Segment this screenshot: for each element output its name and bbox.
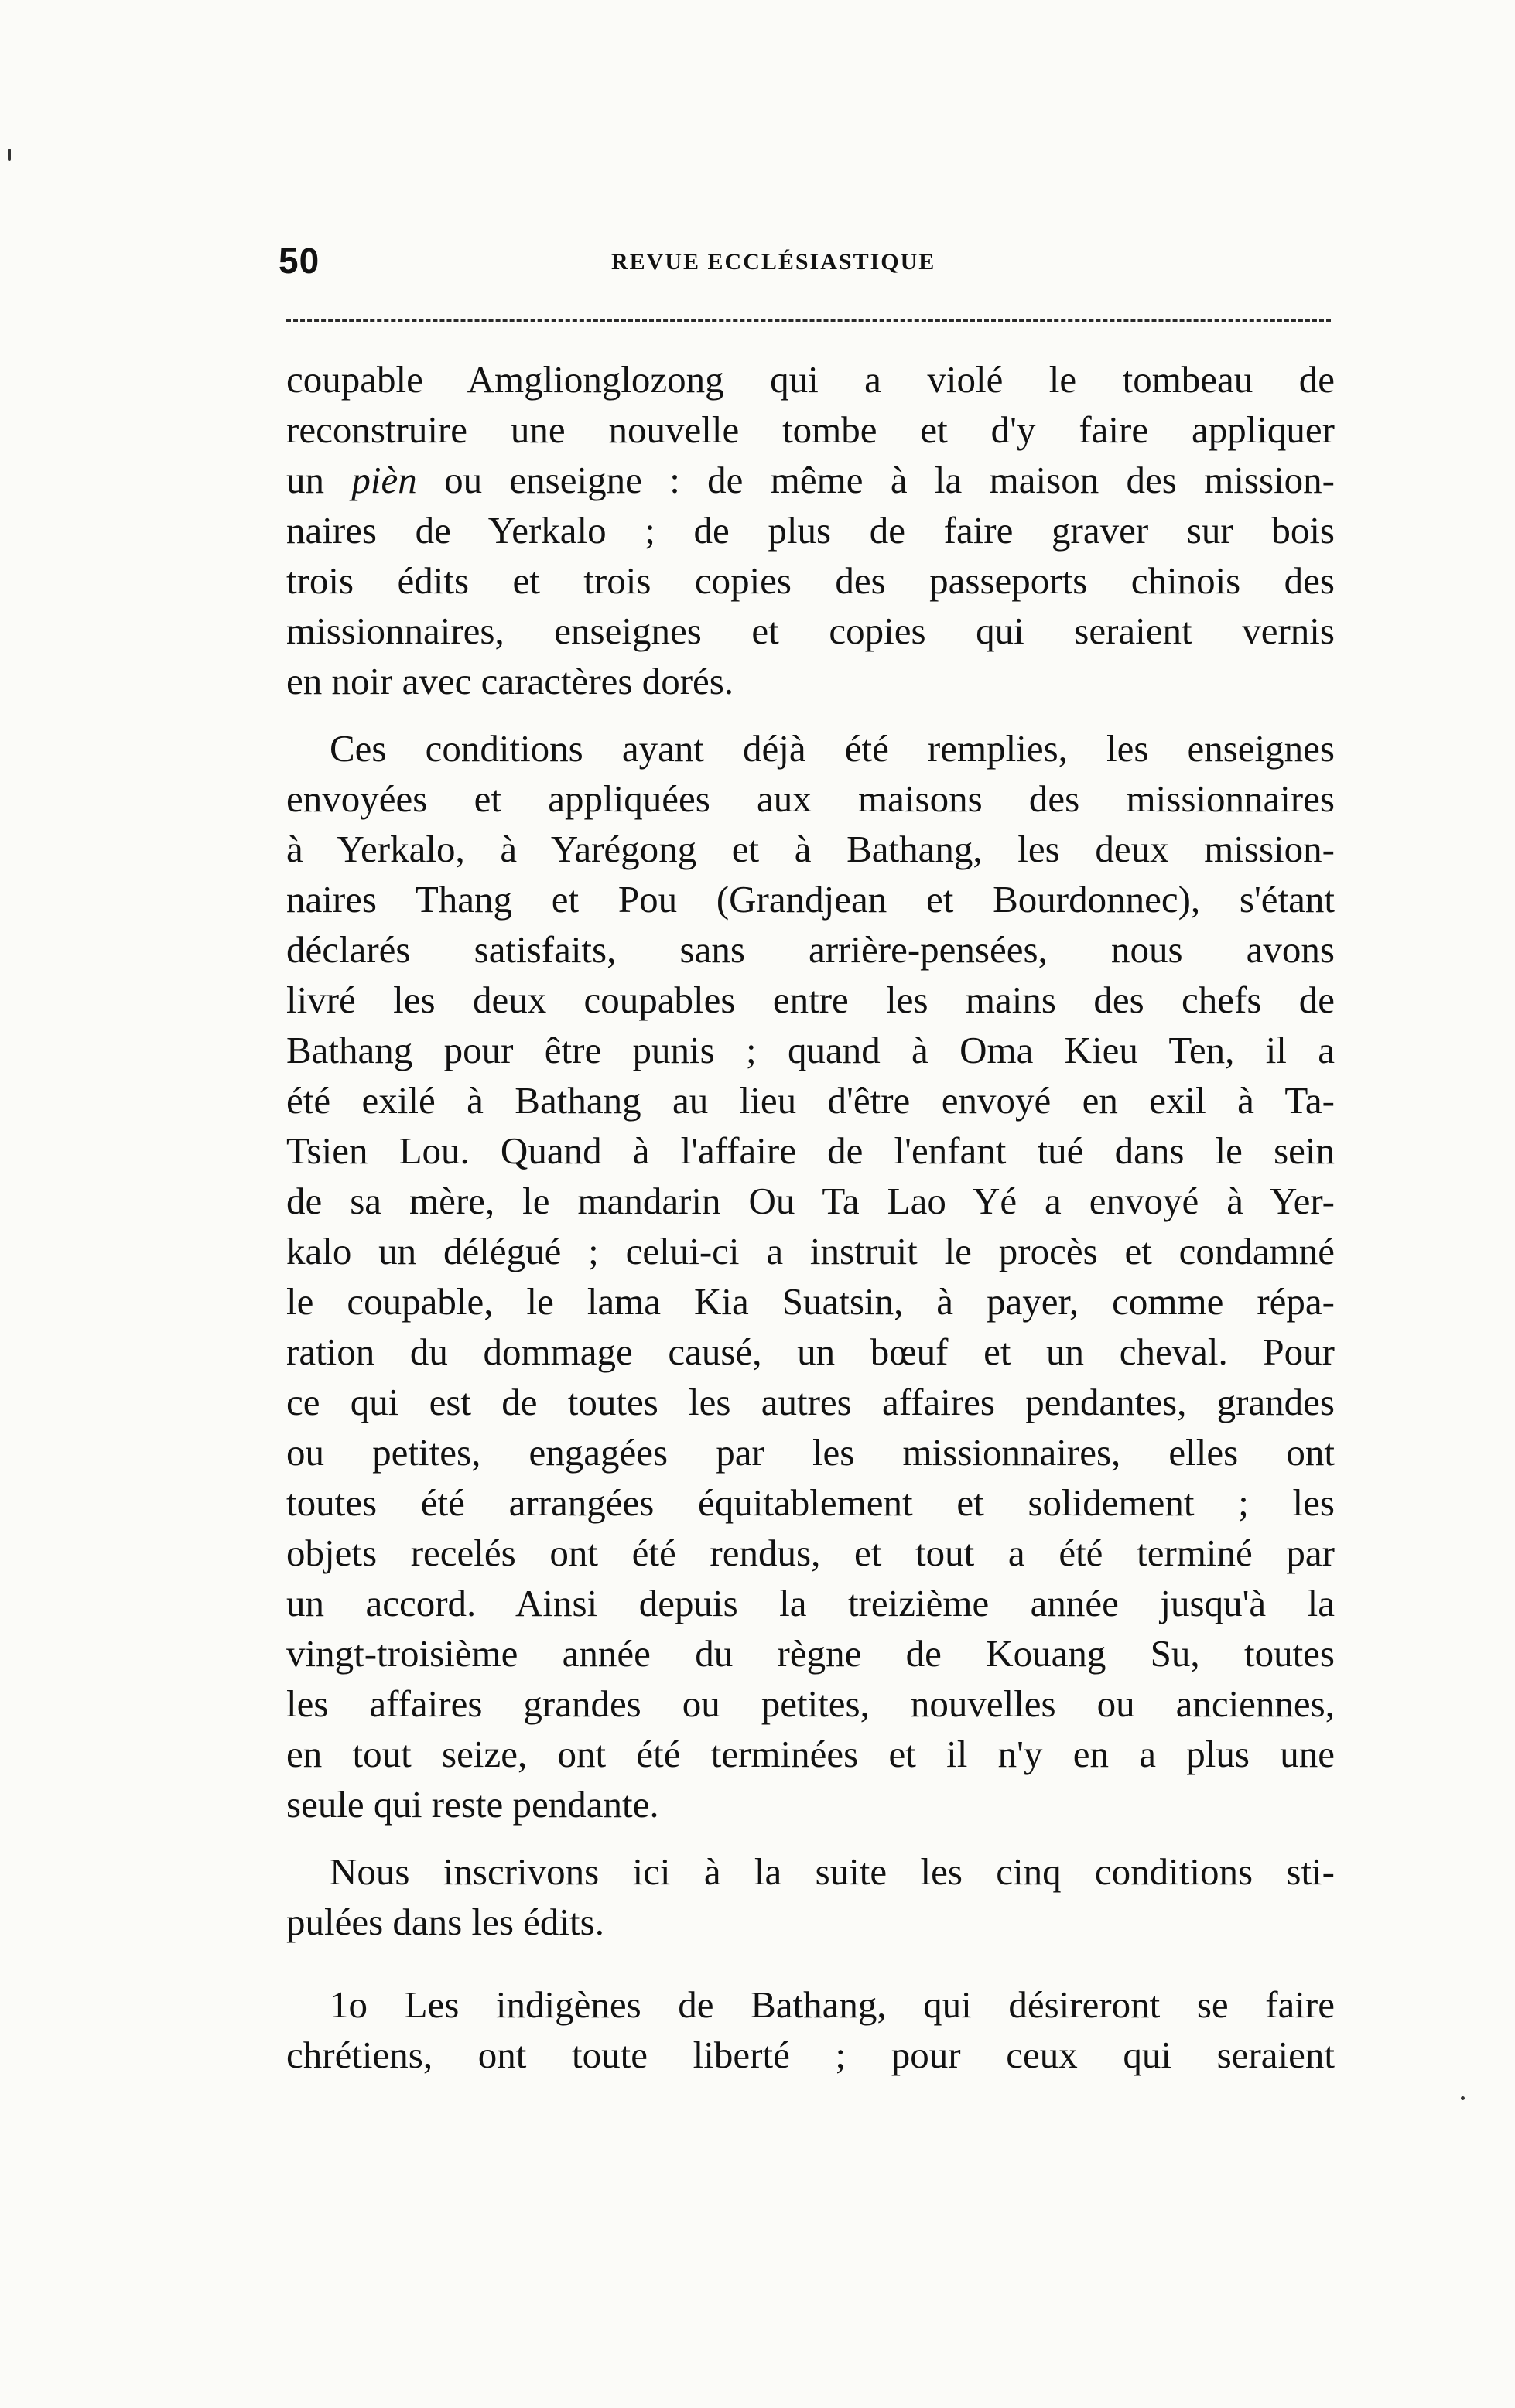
text-line: chrétiens, ont toute liberté ; pour ceux qui seraient	[286, 2034, 1335, 2076]
header-rule	[286, 319, 1331, 322]
text-line: le coupable, le lama Kia Suatsin, à payer, comme répa-	[286, 1280, 1335, 1323]
text-line: pulées dans les édits.	[286, 1901, 604, 1943]
scan-speck	[8, 149, 11, 161]
text-line: toutes été arrangées équitablement et solidement ; les	[286, 1481, 1335, 1524]
text-line: en tout seize, ont été terminées et il n'y en a plus une	[286, 1733, 1335, 1775]
text-segment: un	[286, 459, 352, 501]
text-line: seule qui reste pendante.	[286, 1783, 659, 1826]
text-line: de sa mère, le mandarin Ou Ta Lao Yé a envoyé à Yer-	[286, 1180, 1335, 1222]
text-line: vingt-troisième année du règne de Kouang Su, toutes	[286, 1632, 1335, 1675]
text-line: trois édits et trois copies des passeports chinois des	[286, 559, 1335, 602]
text-line: naires Thang et Pou (Grandjean et Bourdonnec), s'étant	[286, 878, 1335, 921]
paragraph-4	[286, 1979, 1335, 2080]
text-line	[286, 455, 1335, 505]
text-line: un accord. Ainsi depuis la treizième année jusqu'à la	[286, 1582, 1335, 1624]
italic-term: pièn	[351, 459, 417, 501]
text-line: 1o Les indigènes de Bathang, qui désireront se faire	[330, 1983, 1335, 2026]
paragraph-gap	[286, 706, 1335, 723]
running-head	[279, 240, 1346, 302]
text-line: déclarés satisfaits, sans arrière-pensées, nous avons	[286, 928, 1335, 971]
text-line: à Yerkalo, à Yarégong et à Bathang, les deux mission-	[286, 828, 1335, 870]
text-line: Ces conditions ayant déjà été remplies, les enseignes	[330, 727, 1335, 770]
text-line: coupable Amglionglozong qui a violé le tombeau de	[286, 358, 1335, 401]
paragraph-gap	[286, 1947, 1335, 1979]
text-line: livré les deux coupables entre les mains des chefs de	[286, 979, 1335, 1021]
text-line: kalo un délégué ; celui-ci a instruit le procès et condamné	[286, 1230, 1335, 1272]
paragraph-1	[286, 354, 1335, 706]
text-line: Nous inscrivons ici à la suite les cinq conditions sti-	[330, 1850, 1335, 1893]
text-line: envoyées et appliquées aux maisons des missionnaires	[286, 777, 1335, 820]
text-line: Tsien Lou. Quand à l'affaire de l'enfant tué dans le sein	[286, 1129, 1335, 1172]
text-line: ce qui est de toutes les autres affaires pendantes, grandes	[286, 1381, 1335, 1423]
text-segment: ou enseigne : de même à la maison des mission-	[416, 459, 1335, 501]
text-line: ration du dommage causé, un bœuf et un cheval. Pour	[286, 1330, 1335, 1373]
text-line: les affaires grandes ou petites, nouvelles ou anciennes,	[286, 1682, 1335, 1725]
paragraph-gap	[286, 1829, 1335, 1846]
scan-speck	[1461, 2096, 1465, 2100]
paragraph-2	[286, 723, 1335, 1829]
body-text	[286, 354, 1335, 2080]
text-line: été exilé à Bathang au lieu d'être envoyé en exil à Ta-	[286, 1079, 1335, 1122]
text-line: objets recelés ont été rendus, et tout a été terminé par	[286, 1532, 1335, 1574]
text-line: reconstruire une nouvelle tombe et d'y faire appliquer	[286, 408, 1335, 451]
text-line: naires de Yerkalo ; de plus de faire graver sur bois	[286, 509, 1335, 552]
text-line: en noir avec caractères dorés.	[286, 660, 734, 702]
running-title: REVUE ECCLÉSIASTIQUE	[611, 249, 936, 275]
text-line: ou petites, engagées par les missionnaires, elles ont	[286, 1431, 1335, 1474]
text-line: Bathang pour être punis ; quand à Oma Kieu Ten, il a	[286, 1029, 1335, 1071]
paragraph-3	[286, 1846, 1335, 1947]
text-line: missionnaires, enseignes et copies qui seraient vernis	[286, 610, 1335, 652]
page-number: 50	[279, 241, 320, 281]
